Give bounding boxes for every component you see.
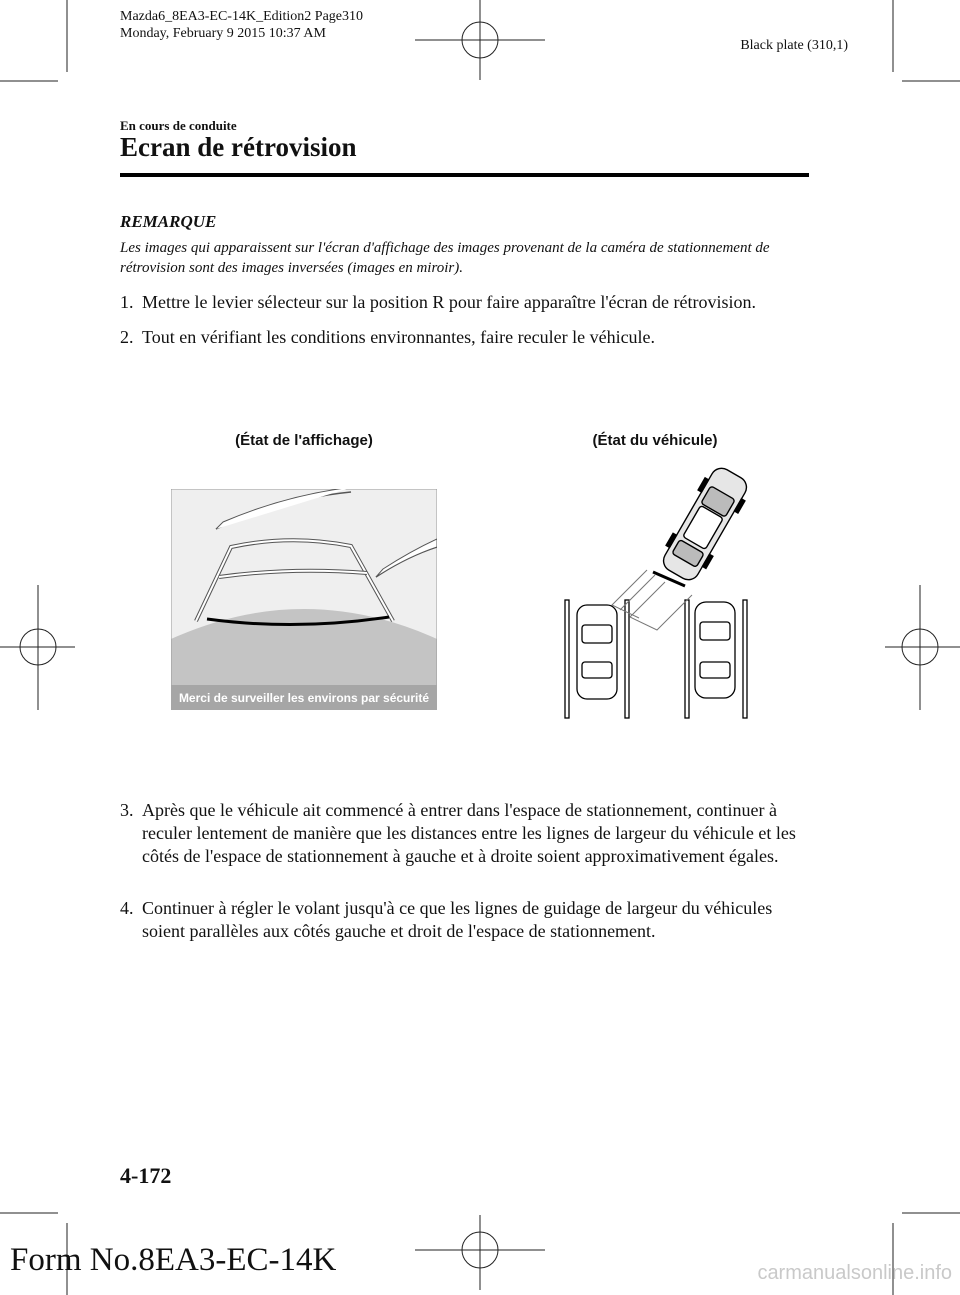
watermark: carmanualsonline.info	[757, 1262, 952, 1284]
step-number: 3.	[120, 800, 134, 820]
screen-message: Merci de surveiller les environs par sécurité	[178, 691, 430, 705]
display-caption: (État de l'affichage)	[235, 432, 373, 449]
note-heading: REMARQUE	[120, 212, 217, 231]
step-text: Après que le véhicule ait commencé à entrer dans l'espace de stationnement, continuer à reculer lentement de manière que les distances entre les lignes de largeur du véhicule et les côtés de l'espace de stationnement à gauche et à droite soient approximativement égales.	[142, 800, 796, 866]
print-info-date: Monday, February 9 2015 10:37 AM	[120, 26, 326, 41]
step-1	[120, 291, 812, 314]
step-3	[120, 799, 812, 868]
page-title: Ecran de rétrovision	[120, 132, 357, 162]
print-info-file: Mazda6_8EA3-EC-14K_Edition2 Page310	[120, 9, 364, 24]
page-number: 4-172	[120, 1163, 172, 1188]
vehicle-state-illustration	[555, 462, 755, 720]
title-rule	[120, 173, 809, 177]
step-number: 2.	[120, 327, 134, 347]
camera-display-illustration	[171, 489, 437, 710]
step-text: Mettre le levier sélecteur sur la position R pour faire apparaître l'écran de rétrovision.	[142, 292, 756, 312]
note-text: Les images qui apparaissent sur l'écran d'affichage des images provenant de la caméra de stationnement de rétrovision sont des images inversées (images en miroir).	[120, 240, 770, 276]
step-number: 1.	[120, 292, 134, 312]
step-number: 4.	[120, 898, 134, 918]
vehicle-caption: (État du véhicule)	[592, 432, 718, 449]
step-text: Continuer à régler le volant jusqu'à ce que les lignes de guidage de largeur du véhicules soient parallèles aux côtés gauche et droit de l'espace de stationnement.	[142, 898, 773, 941]
step-text: Tout en vérifiant les conditions environnantes, faire reculer le véhicule.	[142, 327, 656, 347]
step-4	[120, 897, 812, 943]
print-info	[120, 8, 363, 42]
section-label: En cours de conduite	[120, 118, 237, 133]
form-number: Form No.8EA3-EC-14K	[10, 1242, 337, 1278]
plate-label: Black plate (310,1)	[740, 38, 848, 53]
step-2	[120, 326, 812, 349]
